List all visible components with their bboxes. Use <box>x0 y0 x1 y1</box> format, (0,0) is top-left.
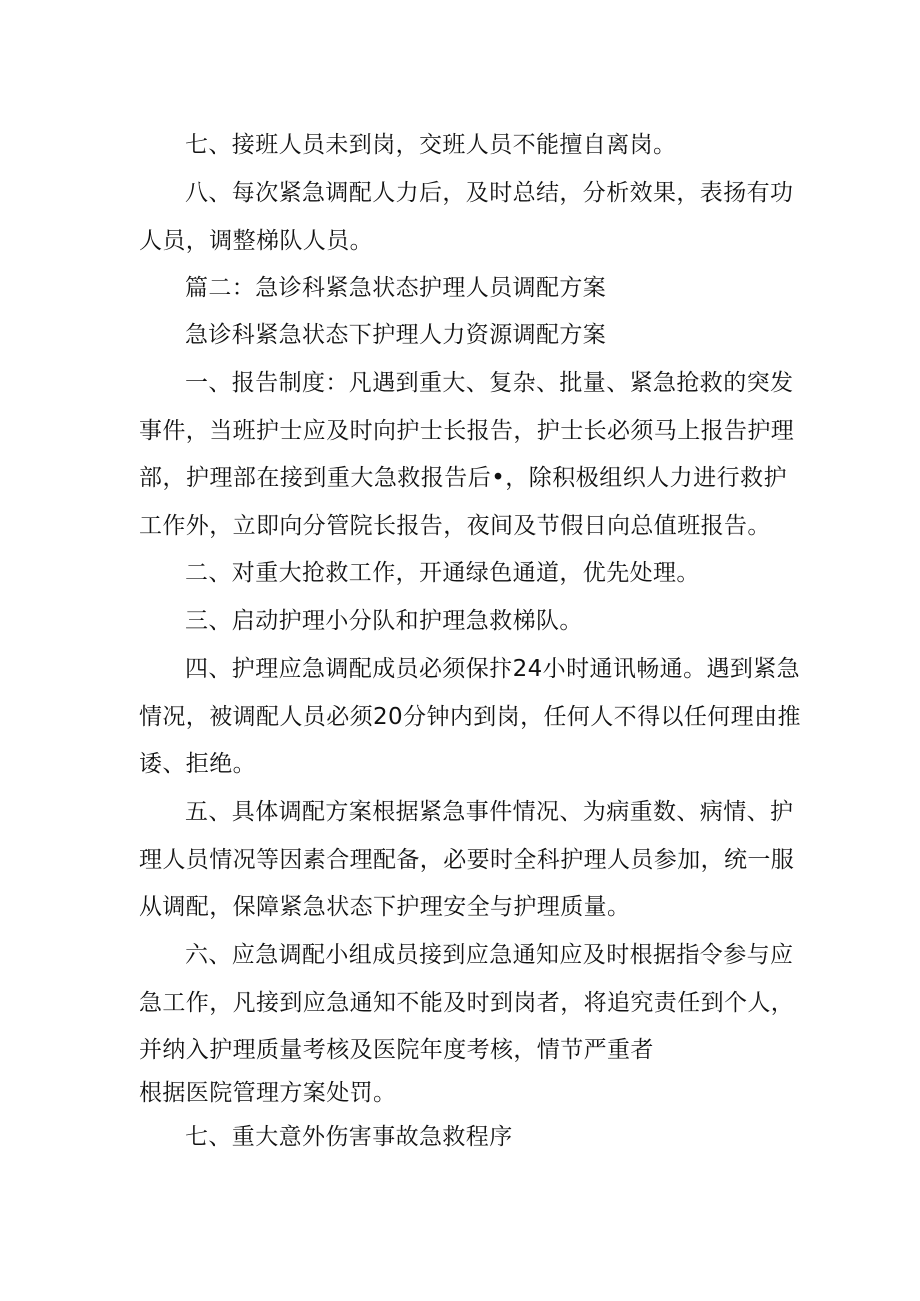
paragraph-summary-rule <box>139 170 794 265</box>
paragraph-line: 部，护理部在接到重大急救报告后•，除积极组织人力进行救护 <box>139 465 787 491</box>
heading-line: 急诊科紧急状态下护理人力资源调配方案 <box>185 322 607 348</box>
paragraph-line: 事件，当班护士应及时向护士长报告，护士长必须马上报告护理 <box>139 417 795 444</box>
paragraph-line: 三、启动护理小分队和护理急救梯队。 <box>185 608 583 634</box>
paragraph-green-channel <box>139 550 787 598</box>
paragraph-handover-rule <box>139 122 787 170</box>
paragraph-line: 理人员情况等因素合理配备，必要时全科护理人员参加，统一服 <box>139 846 795 873</box>
paragraph-line: 六、应急调配小组成员接到应急通知应及时根据指令参与应 <box>185 942 794 968</box>
paragraph-line: 诿、拒绝。 <box>139 751 256 777</box>
paragraph-nursing-team <box>139 598 787 646</box>
paragraph-emergency-response <box>139 932 795 1111</box>
paragraph-line: 并纳入护理质量考核及医院年度考核，情节严重者 <box>139 1037 654 1063</box>
paragraph-line: 根据医院管理方案处罚。 <box>139 1079 397 1106</box>
paragraph-line: 二、对重大抢救工作，开通绿色通道，优先处理。 <box>185 560 700 586</box>
paragraph-line: 工作外，立即向分管院长报告，夜间及节假日向总值班报告。 <box>139 512 771 539</box>
paragraph-line: 从调配，保障紧急状态下护理安全与护理质量。 <box>139 894 631 920</box>
paragraph-line: 七、接班人员未到岗，交班人员不能擅自离岗。 <box>185 132 677 158</box>
paragraph-line: 急工作，凡接到应急通知不能及时到岗者，将追究责任到个人， <box>139 989 795 1016</box>
heading-line: 篇二：急诊科紧急状态护理人员调配方案 <box>185 275 607 301</box>
paragraph-allocation-plan <box>139 789 795 932</box>
paragraph-communication-rule <box>139 646 801 789</box>
section-heading-chapter-two <box>139 265 787 313</box>
paragraph-line: 人员，调整梯队人员。 <box>139 227 373 254</box>
paragraph-reporting-system <box>139 360 795 550</box>
section-heading-accident-procedure <box>139 1114 787 1162</box>
document-subtitle <box>139 312 787 360</box>
paragraph-line: 五、具体调配方案根据紧急事件情况、为病重数、病情、护 <box>185 799 794 825</box>
paragraph-line: 一、报告制度：凡遇到重大、复杂、批量、紧急抢救的突发 <box>185 370 794 396</box>
paragraph-line: 八、每次紧急调配人力后，及时总结，分析效果，表扬有功 <box>185 180 794 206</box>
heading-line: 七、重大意外伤害事故急救程序 <box>185 1124 513 1150</box>
paragraph-line: 情况，被调配人员必须20分钟内到岗，任何人不得以任何理由推 <box>139 703 801 730</box>
paragraph-line: 四、护理应急调配成员必须保抃24小时通讯畅通。遇到紧急 <box>185 656 801 682</box>
